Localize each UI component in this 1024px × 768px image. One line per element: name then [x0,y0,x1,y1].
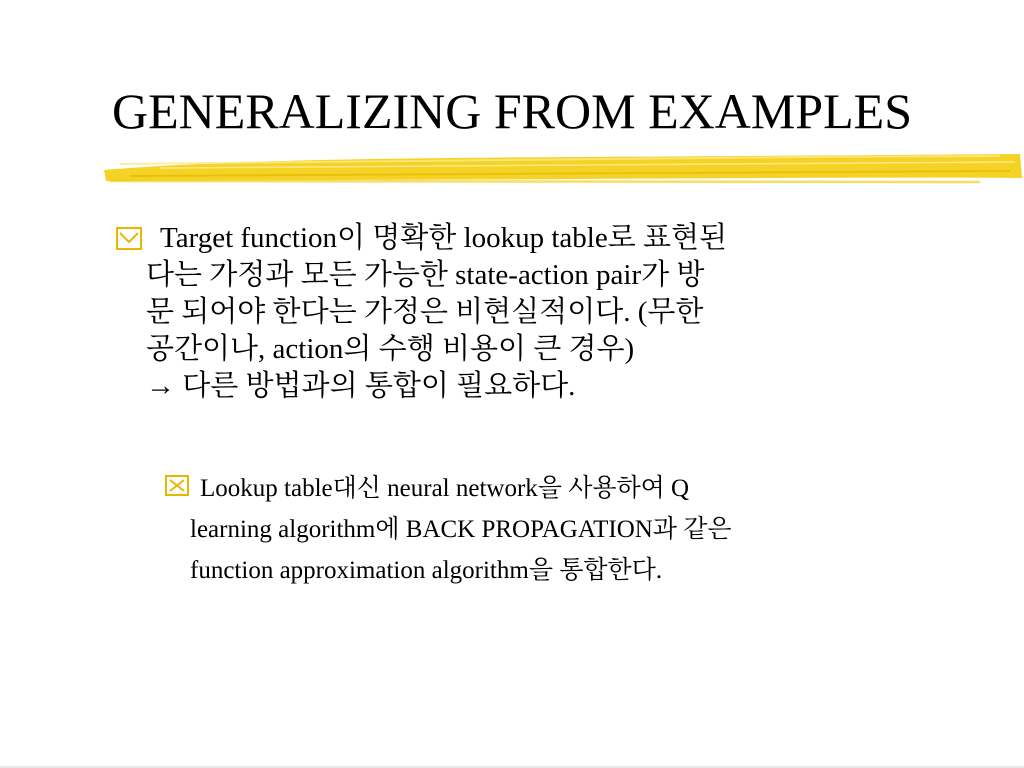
bullet-1-line-3: 문 되어야 한다는 가정은 비현실적이다. (무한 [146,296,704,328]
bullet-item-2 [165,468,905,591]
bullet-2-line-1: Lookup table대신 neural network을 사용하여 Q [200,475,690,502]
x-box-bullet-icon [165,475,191,497]
bullet-2-line-3: function approximation algorithm을 통합한다. [190,557,663,584]
bullet-item-1 [116,220,946,405]
bullet-1-line-1: Target function이 명확한 lookup table로 표현된 [160,222,728,254]
z-bullet-icon [116,227,146,251]
bullet-1-line-5: → 다른 방법과의 통합이 필요하다. [146,370,576,402]
bullet-1-line-2: 다는 가정과 모든 가능한 state-action pair가 방 [146,259,705,291]
bullet-2-line-2: learning algorithm에 BACK PROPAGATION과 같은 [190,516,732,543]
bullet-1-line-4: 공간이나, action의 수행 비용이 큰 경우) [146,333,635,365]
highlighter-stroke [100,148,1024,188]
slide-title: GENERALIZING FROM EXAMPLES [112,83,912,139]
